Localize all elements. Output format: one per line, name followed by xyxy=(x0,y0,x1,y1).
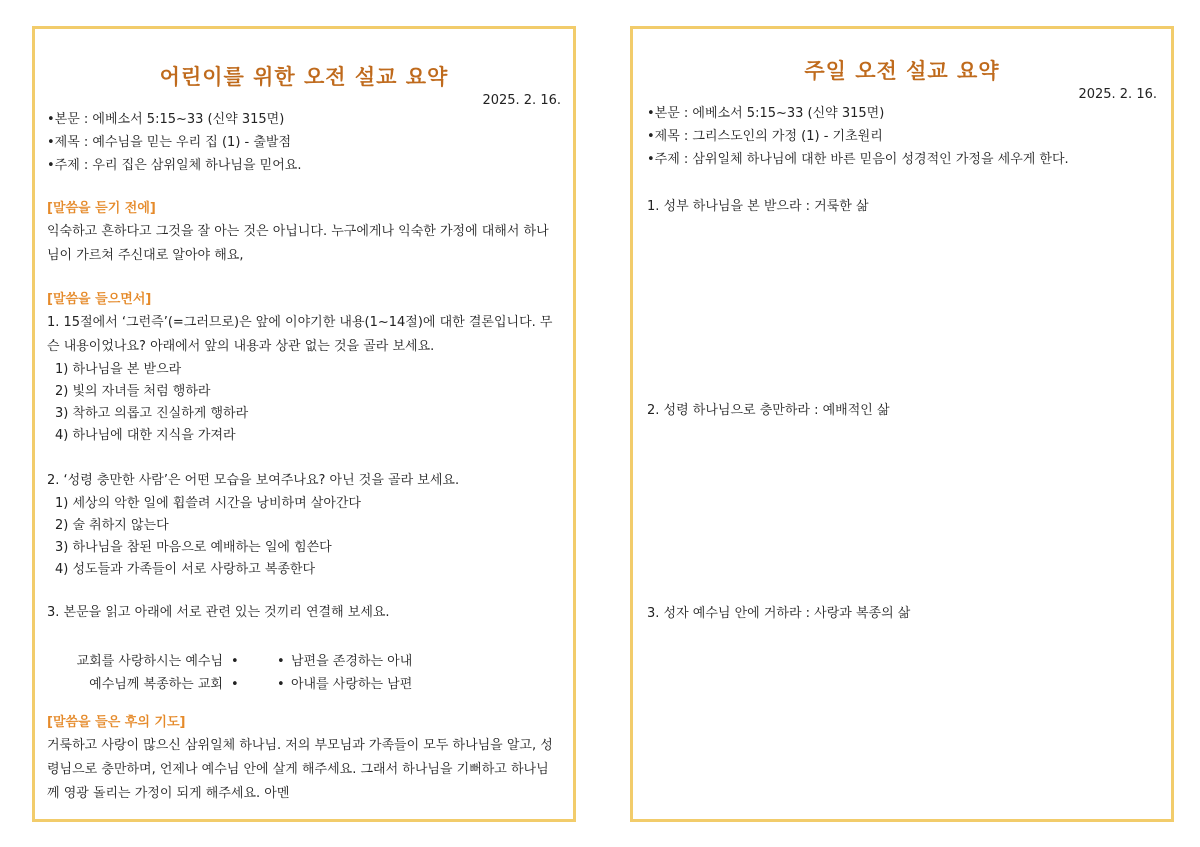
match-left-item: 교회를 사랑하시는 예수님 xyxy=(76,654,223,669)
right-date: 2025. 2. 16. xyxy=(1078,87,1157,102)
match-row xyxy=(47,674,561,696)
sermon-point-3: 3. 성자 예수님 안에 거하라 : 사랑과 복종의 삶 xyxy=(647,606,911,621)
left-title: 어린이를 위한 오전 설교 요약 xyxy=(159,65,449,89)
before-text: 익숙하고 흔하다고 그것을 잘 아는 것은 아닙니다. 누구에게나 익숙한 가정에 대해서 하나님이 가르쳐 주신대로 알아야 해요, xyxy=(47,224,549,263)
question-1-options xyxy=(47,359,561,447)
right-meta-theme: •주제 : 삼위일체 하나님에 대한 바른 믿음이 성경적인 가정을 세우게 한다. xyxy=(647,152,1069,167)
match-right-item: 아내를 사랑하는 남편 xyxy=(291,677,413,692)
q1-option: 2) 빛의 자녀들 처럼 행하라 xyxy=(55,384,211,399)
match-right-item: 남편을 존경하는 아내 xyxy=(291,654,413,669)
spacer xyxy=(47,447,561,469)
match-dot-left[interactable]: • xyxy=(231,654,239,669)
match-dot-left[interactable]: • xyxy=(231,677,239,692)
q2-option: 4) 성도들과 가족들이 서로 사랑하고 복종한다 xyxy=(55,562,316,577)
children-sermon-summary-panel xyxy=(32,26,576,822)
left-meta-theme: •주제 : 우리 집은 삼위일체 하나님을 믿어요. xyxy=(47,158,302,173)
spacer xyxy=(47,581,561,601)
right-title: 주일 오전 설교 요약 xyxy=(804,59,1000,83)
right-meta-title: •제목 : 그리스도인의 가정 (1) - 기초원리 xyxy=(647,129,883,144)
q2-option: 3) 하나님을 참된 마음으로 예배하는 일에 힘쓴다 xyxy=(55,540,332,555)
q2-option: 1) 세상의 악한 일에 휩쓸려 시간을 낭비하며 살아간다 xyxy=(55,496,361,511)
right-meta-list xyxy=(647,102,1157,171)
before-heading: [말씀을 듣기 전에] xyxy=(47,201,156,216)
left-meta-list xyxy=(47,108,561,177)
question-1: 1. 15절에서 ‘그런즉’(=그러므로)은 앞에 이야기한 내용(1~14절)에 대한 결론입니다. 무슨 내용이었나요? 아래에서 앞의 내용과 상관 없는 것을 골라 보세요. xyxy=(47,315,553,354)
question-2-options xyxy=(47,493,561,581)
after-heading: [말씀을 들은 후의 기도] xyxy=(47,715,186,730)
question-2: 2. ‘성령 충만한 사람’은 어떤 모습을 보여주나요? 아닌 것을 골라 보세요. xyxy=(47,473,460,488)
spacer xyxy=(47,177,561,197)
q1-option: 4) 하나님에 대한 지식을 가져라 xyxy=(55,428,236,443)
matching-exercise xyxy=(47,625,561,691)
during-heading: [말씀을 들으면서] xyxy=(47,292,152,307)
prayer-text: 거룩하고 사랑이 많으신 삼위일체 하나님. 저의 부모님과 가족들이 모두 하나님을 알고, 성령님으로 충만하며, 언제나 예수님 안에 살게 해주세요. 그래서 하나님을 기뻐하고 하나님께 영광 돌리는 가정이 되게 해주세요. 아멘 xyxy=(47,738,553,801)
left-meta-scripture: •본문 : 에베소서 5:15~33 (신약 315면) xyxy=(47,112,285,127)
match-left-item: 예수님께 복종하는 교회 xyxy=(89,677,223,692)
spacer xyxy=(47,268,561,288)
q1-option: 1) 하나님을 본 받으라 xyxy=(55,362,182,377)
sermon-point-1: 1. 성부 하나님을 본 받으라 : 거룩한 삶 xyxy=(647,199,869,214)
match-dot-right[interactable]: • xyxy=(277,677,285,692)
left-meta-title: •제목 : 예수님을 믿는 우리 집 (1) - 출발점 xyxy=(47,135,292,150)
sermon-point-2: 2. 성령 하나님으로 충만하라 : 예배적인 삶 xyxy=(647,403,890,418)
right-meta-scripture: •본문 : 에베소서 5:15~33 (신약 315면) xyxy=(647,106,885,121)
sunday-sermon-summary-panel xyxy=(630,26,1174,822)
question-3: 3. 본문을 읽고 아래에 서로 관련 있는 것끼리 연결해 보세요. xyxy=(47,605,390,620)
match-row xyxy=(47,651,561,673)
q2-option: 2) 술 취하지 않는다 xyxy=(55,518,169,533)
match-dot-right[interactable]: • xyxy=(277,654,285,669)
left-date: 2025. 2. 16. xyxy=(482,93,561,108)
q1-option: 3) 착하고 의롭고 진실하게 행하라 xyxy=(55,406,249,421)
